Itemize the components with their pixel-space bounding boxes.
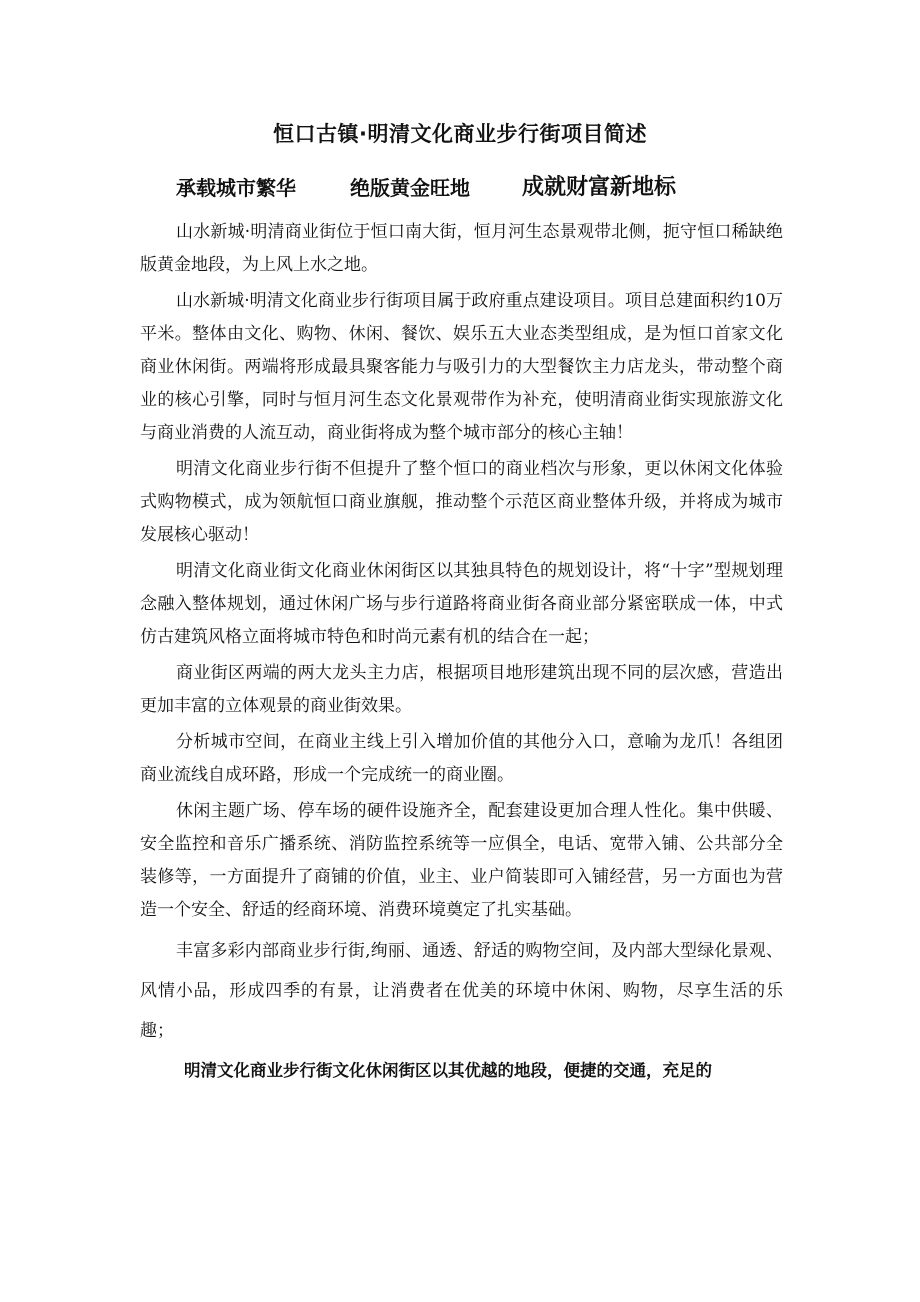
- slogan-1: 承载城市繁华: [176, 176, 296, 200]
- document-body: [140, 216, 783, 1090]
- paragraph-shopping-space: 丰富多彩内部商业步行街,绚丽、通透、舒适的购物空间，及内部大型绿化景观、风情小品，形成四季的有景，让消费者在优美的环境中休闲、购物，尽享生活的乐趣；: [140, 941, 783, 1041]
- paragraph-anchor-stores: 商业街区两端的两大龙头主力店，根据项目地形建筑出现不同的层次感，营造出更加丰富的立体观景的商业街效果。: [140, 663, 783, 716]
- slogan-3: 成就财富新地标: [522, 175, 677, 200]
- paragraph-upgrade: 明清文化商业步行街不但提升了整个恒口的商业档次与形象，更以休闲文化体验式购物模式，成为领航恒口商业旗舰，推动整个示范区商业整体升级，并将成为城市发展核心驱动！: [140, 459, 783, 545]
- slogan-2: 绝版黄金旺地: [350, 176, 470, 200]
- document-title: 恒口古镇·明清文化商业步行街项目简述: [273, 122, 647, 146]
- paragraph-location: 山水新城·明清商业街位于恒口南大街，恒月河生态景观带北侧，扼守恒口稀缺绝版黄金地段，为上风上水之地。: [140, 222, 783, 275]
- paragraph-project-overview: 山水新城·明清文化商业步行街项目属于政府重点建设项目。项目总建面积约10万平米。整体由文化、购物、休闲、餐饮、娱乐五大业态类型组成，是为恒口首家文化商业休闲街。两端将形成最具聚客能力与吸引力的大型餐饮主力店龙头，带动整个商业的核心引擎，同时与恒月河生态文化景观带作为补充，使明清商业街实现旅游文化与商业消费的人流互动，商业街将成为整个城市部分的核心主轴！: [140, 291, 783, 443]
- paragraph-planning: 明清文化商业街文化商业休闲街区以其独具特色的规划设计，将“十字”型规划理念融入整体规划，通过休闲广场与步行道路将商业街各商业部分紧密联成一体，中式仿古建筑风格立面将城市特色和时尚元素有机的结合在一起；: [140, 561, 783, 647]
- paragraph-advantages: 明清文化商业步行街文化休闲街区以其优越的地段，便捷的交通，充足的: [184, 1061, 712, 1080]
- paragraph-urban-space: 分析城市空间，在商业主线上引入增加价值的其他分入口，意喻为龙爪！各组团商业流线自成环路，形成一个完成统一的商业圈。: [140, 732, 783, 785]
- paragraph-facilities: 休闲主题广场、停车场的硬件设施齐全，配套建设更加合理人性化。集中供暖、安全监控和音乐广播系统、消防监控系统等一应俱全，电话、宽带入铺、公共部分全装修等，一方面提升了商铺的价值，业主、业户简装即可入铺经营，另一方面也为营造一个安全、舒适的经商环境、消费环境奠定了扎实基础。: [140, 801, 783, 920]
